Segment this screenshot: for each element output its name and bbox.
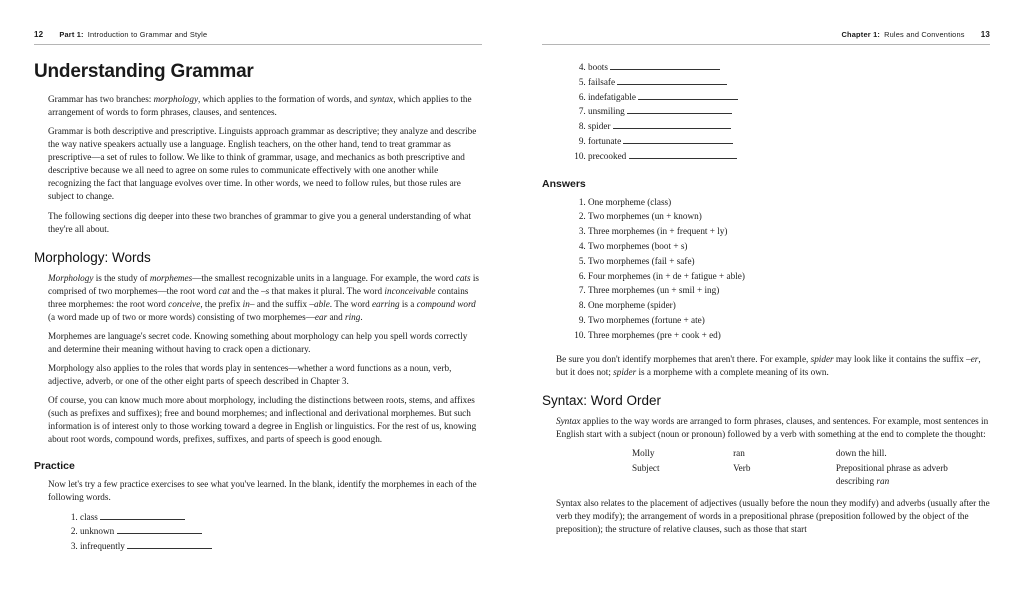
answers-note: Be sure you don't identify morphemes that aren't there. For example, spider may look like it contains the suffix –er, but it does not; spider is a morpheme with a complete meaning of its own. bbox=[556, 353, 981, 377]
list-item bbox=[588, 105, 990, 119]
page-title: Understanding Grammar bbox=[34, 61, 254, 82]
answer-blank[interactable] bbox=[623, 136, 733, 144]
right-page bbox=[512, 0, 1024, 612]
practice-word: spider bbox=[588, 121, 611, 132]
example-subject-word: Molly bbox=[632, 447, 655, 458]
list-item bbox=[80, 540, 482, 554]
answer-blank[interactable] bbox=[610, 62, 720, 70]
section-heading-syntax: Syntax: Word Order bbox=[542, 392, 662, 408]
paragraph: Grammar is both descriptive and prescriptive. Linguists approach grammar as descriptive; they analyze and describe the way native speakers actually use a language. English teachers, on the other hand, tend to treat grammar as prescriptive—a set of rules to follow. We like to think of grammar, usage, and mechanics as both prescriptive and descriptive because we all need to agree on some rules to communicate effectively with one another while recognizing the fact that language evolves over time. In other words, we need to follow rules, but those rules are subject to change. bbox=[48, 126, 477, 202]
list-item: 6. Four morphemes (in + de + fatigue + able) bbox=[588, 270, 990, 284]
running-head-part-title: Introduction to Grammar and Style bbox=[87, 30, 208, 39]
answer-blank[interactable] bbox=[127, 541, 212, 549]
practice-word: fortunate bbox=[588, 135, 622, 146]
running-head-part-label: Part 1: bbox=[59, 30, 84, 39]
list-item bbox=[588, 120, 990, 134]
example-phrase-label bbox=[836, 462, 990, 489]
list-item: 7. Three morphemes (un + smil + ing) bbox=[588, 284, 990, 298]
list-item: 9. Two morphemes (fortune + ate) bbox=[588, 314, 990, 328]
answers-list bbox=[542, 196, 990, 343]
practice-word: infrequently bbox=[80, 541, 125, 552]
example-verb-label: Verb bbox=[733, 463, 751, 474]
example-phrase-label-line2: describing ran bbox=[835, 476, 890, 487]
practice-word: boots bbox=[588, 62, 608, 72]
answer-blank[interactable] bbox=[629, 151, 737, 159]
list-item: 4. Two morphemes (boot + s) bbox=[588, 240, 990, 254]
paragraph: Morphology is the study of morphemes—the smallest recognizable units in a language. For example, the word cats is comprised of two morphemes—the root word cat and the –s that makes it plural. The word inconceivable contains three morphemes: the root word conceive, the prefix in– and the suffix –able. The word earring is a compound word (a word made up of two or more words) consisting of two morphemes—ear and ring. bbox=[48, 272, 479, 322]
list-item bbox=[588, 91, 990, 105]
example-phrase-label-line1: Prepositional phrase as adverb bbox=[835, 463, 948, 474]
practice-word: failsafe bbox=[588, 76, 616, 87]
example-phrase-text: down the hill. bbox=[835, 447, 887, 458]
paragraph: Of course, you can know much more about morphology, including the distinctions between roots, stems, and affixes (such as prefixes and suffixes); free and bound morphemes; and inflectional and derivational morphemes. But such information is of interest only to those working toward a degree in English or linguistics. For the rest of us, knowing about root words, compound words, prefixes, suffixes, and parts of speech is good enough. bbox=[48, 395, 477, 445]
list-item: 5. Two morphemes (fail + safe) bbox=[588, 255, 990, 269]
example-subject-label: Subject bbox=[632, 463, 660, 474]
paragraph: Morphology also applies to the roles that words play in sentences—whether a word functions as a noun, verb, adjective, adverb, or one of the other eight parts of speech described in Chapter 3. bbox=[48, 363, 452, 387]
practice-word: precooked bbox=[588, 150, 627, 161]
answer-blank[interactable] bbox=[638, 92, 738, 100]
answer-blank[interactable] bbox=[627, 107, 732, 115]
answer-blank[interactable] bbox=[613, 122, 731, 130]
running-head-chapter-label: Chapter 1: bbox=[841, 30, 881, 39]
paragraph: Grammar has two branches: morphology, which applies to the formation of words, and syntax, which applies to the arrangement of words to form phrases, clauses, and sentences. bbox=[48, 94, 472, 118]
section-heading-practice: Practice bbox=[34, 460, 75, 473]
page-number-left: 12 bbox=[34, 30, 44, 39]
example-table-row bbox=[542, 447, 990, 460]
example-verb-word: ran bbox=[733, 447, 745, 458]
list-item bbox=[80, 525, 482, 539]
paragraph: Syntax applies to the way words are arranged to form phrases, clauses, and sentences. For example, most sentences in English start with a subject (noun or pronoun) followed by a verb with something at the end to complete the thought: bbox=[556, 415, 989, 439]
running-head-chapter-title: Rules and Conventions bbox=[884, 30, 965, 39]
page-number-right: 13 bbox=[980, 30, 990, 39]
answer-blank[interactable] bbox=[100, 512, 185, 520]
list-item bbox=[588, 76, 990, 90]
practice-list bbox=[34, 511, 482, 554]
practice-word: class bbox=[80, 511, 98, 522]
paragraph: Syntax also relates to the placement of adjectives (usually before the noun they modify) and adverbs (usually after the verb they modify); the arrangement of words in a prepositional phrase (preposition followed by the object of the preposition); the structure of relative clauses, such as those that start bbox=[556, 497, 990, 534]
example-table-labels bbox=[542, 462, 990, 489]
practice-list-continued bbox=[542, 61, 990, 164]
list-item bbox=[588, 150, 990, 164]
list-item: 10. Three morphemes (pre + cook + ed) bbox=[588, 329, 990, 343]
list-item bbox=[80, 511, 482, 525]
section-heading-answers: Answers bbox=[542, 177, 586, 190]
list-item bbox=[588, 135, 990, 149]
list-item: 8. One morpheme (spider) bbox=[588, 299, 990, 313]
answer-blank[interactable] bbox=[117, 527, 202, 535]
practice-word: indefatigable bbox=[588, 91, 636, 102]
answer-blank[interactable] bbox=[617, 77, 727, 85]
paragraph: The following sections dig deeper into these two branches of grammar to give you a general understanding of what they're all about. bbox=[48, 210, 472, 234]
paragraph: Morphemes are language's secret code. Knowing something about morphology can help you spell words correctly and determine their meaning without having to crack open a dictionary. bbox=[48, 330, 468, 354]
running-head-right bbox=[542, 30, 990, 45]
running-head-left bbox=[34, 30, 482, 45]
practice-word: unsmiling bbox=[588, 106, 625, 117]
practice-intro: Now let's try a few practice exercises to see what you've learned. In the blank, identify the morphemes in each of the following words. bbox=[48, 479, 477, 503]
list-item bbox=[588, 61, 990, 75]
practice-word: unknown bbox=[80, 526, 115, 537]
list-item: 2. Two morphemes (un + known) bbox=[588, 210, 990, 224]
section-heading-morphology: Morphology: Words bbox=[34, 249, 151, 265]
list-item: 3. Three morphemes (in + frequent + ly) bbox=[588, 225, 990, 239]
list-item: 1. One morpheme (class) bbox=[588, 196, 990, 210]
